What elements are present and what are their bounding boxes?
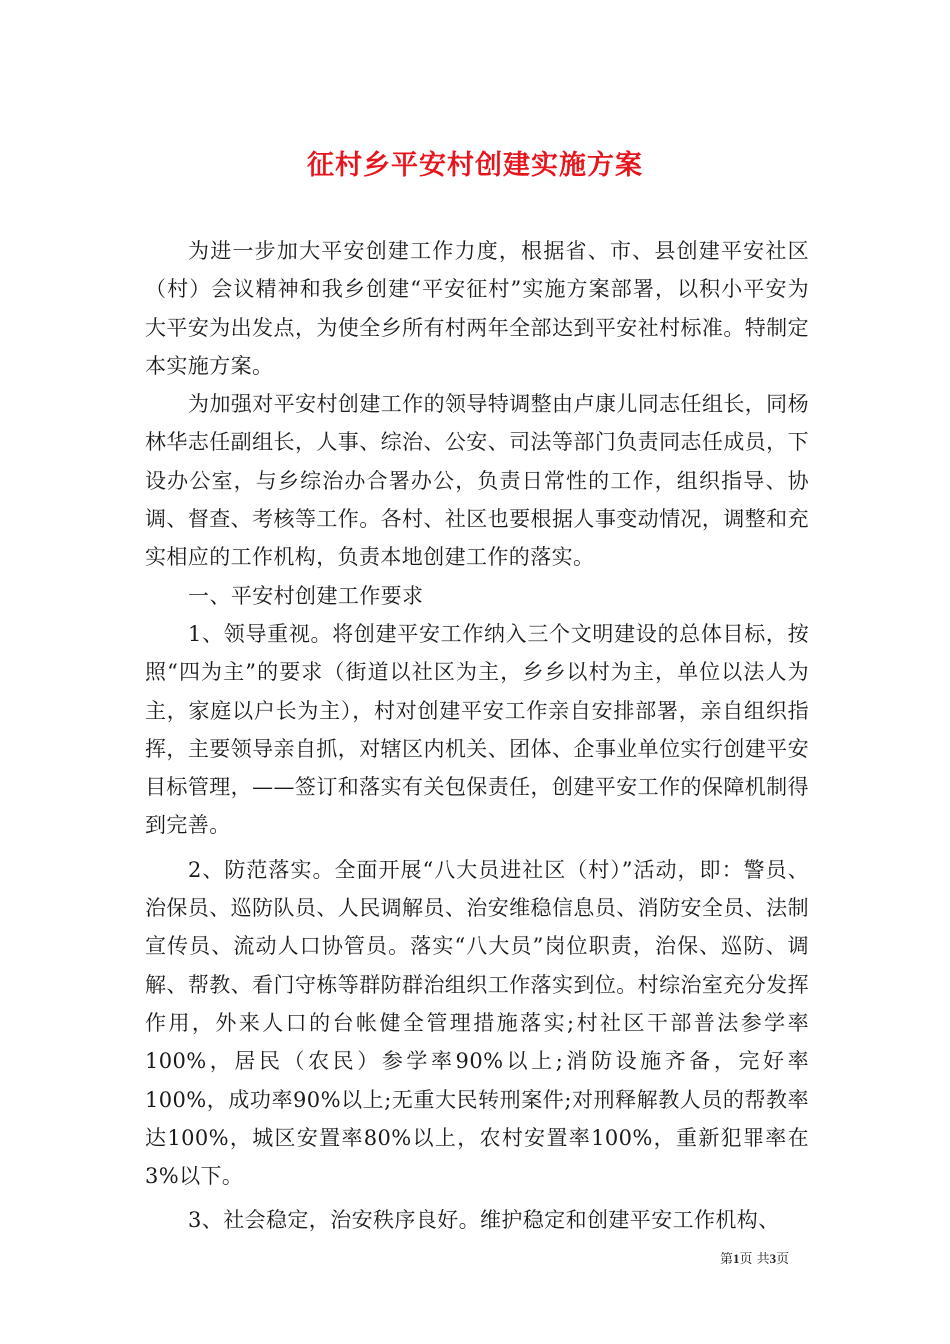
footer-current-page: 1 bbox=[733, 1251, 740, 1266]
footer-total-pages: 3 bbox=[769, 1251, 777, 1266]
footer-middle: 页 共 bbox=[739, 1252, 770, 1267]
document-body bbox=[145, 232, 809, 1240]
document-title: 征村乡平安村创建实施方案 bbox=[307, 150, 643, 182]
paragraph-intro: 为进一步加大平安创建工作力度，根据省、市、县创建平安社区（村）会议精神和我乡创建“平安征村”实施方案部署，以积小平安为大平安为出发点，为使全乡所有村两年全部达到平安社村标准。特制定本实施方案。 bbox=[145, 239, 809, 378]
footer-prefix: 第 bbox=[720, 1252, 734, 1267]
page-number-footer bbox=[720, 1250, 789, 1269]
section-heading-requirements: 一、平安村创建工作要求 bbox=[188, 583, 424, 608]
footer-suffix: 页 bbox=[776, 1252, 790, 1267]
paragraph-item-1: 1、领导重视。将创建平安工作纳入三个文明建设的总体目标，按照“四为主”的要求（街道以社区为主，乡乡以村为主，单位以法人为主，家庭以户长为主），村对创建平安工作亲自安排部署，亲自组织指挥，主要领导亲自抓，对辖区内机关、团体、企事业单位实行创建平安目标管理，——签订和落实有关包保责任，创建平安工作的保障机制得到完善。 bbox=[145, 621, 809, 838]
paragraph-item-2: 2、防范落实。全面开展“八大员进社区（村）”活动，即：警员、治保员、巡防队员、人民调解员、治安维稳信息员、消防安全员、法制宣传员、流动人口协管员。落实“八大员”岗位职责，治保、巡防、调解、帮教、看门守栋等群防群治组织工作落实到位。村综治室充分发挥作用，外来人口的台帐健全管理措施落实;村社区干部普法参学率100%，居民（农民）参学率90%以上;消防设施齐备，完好率100%，成功率90%以上;无重大民转刑案件;对刑释解教人员的帮教率达100%，城区安置率80%以上，农村安置率100%，重新犯罪率在3%以下。 bbox=[145, 857, 809, 1189]
paragraph-leadership: 为加强对平安村创建工作的领导特调整由卢康儿同志任组长，同杨林华志任副组长，人事、综治、公安、司法等部门负责同志任成员，下设办公室，与乡综治办合署办公，负责日常性的工作，组织指导、协调、督查、考核等工作。各村、社区也要根据人事变动情况，调整和充实相应的工作机构，负责本地创建工作的落实。 bbox=[145, 392, 809, 570]
paragraph-item-3: 3、社会稳定，治安秩序良好。维护稳定和创建平安工作机构、 bbox=[188, 1208, 780, 1233]
